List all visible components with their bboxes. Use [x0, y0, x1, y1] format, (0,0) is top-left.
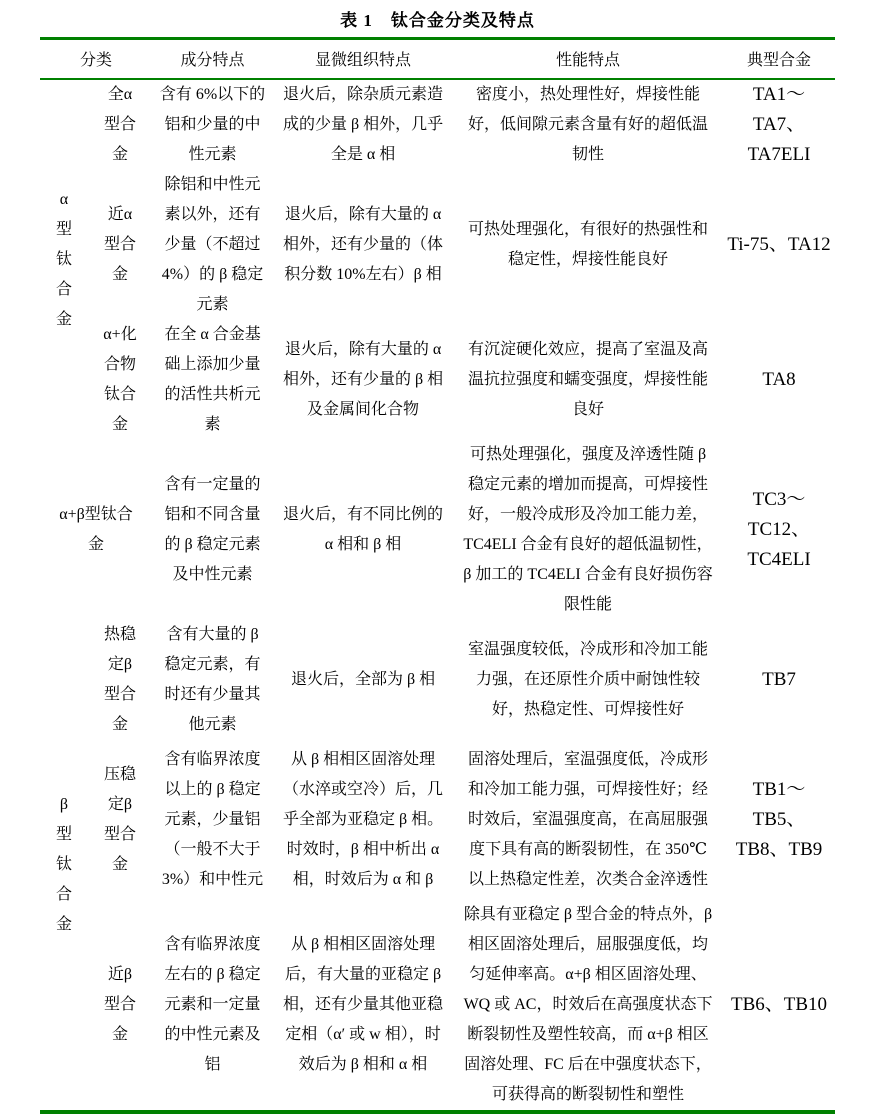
microstructure-cell: 退火后，全部为 β 相 [290, 670, 436, 688]
header-row [40, 39, 835, 79]
composition-cell: 含有一定量的铝和不同含量的 β 稳定元素及中性元素 [164, 475, 261, 583]
col-header-microstructure: 显微组织特点 [315, 52, 412, 70]
group-cell-alpha-beta-type [40, 440, 152, 620]
composition-cell: 含有 6%以下的铝和少量的中性元素 [159, 85, 266, 163]
col-header-typical-alloys: 典型合金 [747, 52, 812, 70]
col-header-composition: 成分特点 [180, 52, 245, 70]
subclass-label: 压稳定β型合金 [103, 765, 136, 873]
subclass-label: α+化合物钛合金 [103, 325, 137, 433]
microstructure-cell: 退火后，除杂质元素造成的少量 β 相外，几乎全是 α 相 [282, 85, 444, 163]
typical-alloys-cell: TA1～TA7、TA7ELI [747, 83, 811, 165]
composition-cell: 在全 α 合金基础上添加少量的活性共析元素 [164, 325, 261, 433]
group-label-alpha: α型钛合金 [55, 190, 72, 328]
group-cell-alpha-type [40, 79, 88, 440]
subclass-cell [88, 320, 152, 440]
subclass-cell [88, 79, 152, 170]
subclass-label: 近α型合金 [103, 205, 136, 283]
typical-alloys-cell: TB1～TB5、TB8、TB9 [735, 778, 823, 860]
performance-cell: 密度小，热处理性好，焊接性能好，低间隙元素含量有好的超低温韧性 [468, 85, 709, 163]
performance-cell: 室温强度较低，冷成形和冷加工能力强，在还原性介质中耐蚀性较好，热稳定性、可焊接性好 [468, 640, 709, 718]
table-row [40, 620, 835, 740]
composition-cell: 含有临界浓度左右的 β 稳定元素和一定量的中性元素及铝 [164, 935, 261, 1073]
col-header-performance: 性能特点 [556, 52, 621, 70]
group-label-alpha-beta: α+β型钛合金 [59, 505, 133, 553]
table-row [40, 170, 835, 320]
composition-cell: 含有临界浓度以上的 β 稳定元素，少量铝（一般不大于 3%）和中性元 [161, 750, 264, 888]
performance-cell: 固溶处理后，室温强度低，冷成形和冷加工能力强，可焊接性好；经时效后，室温强度高，在高屈服强度下具有高的断裂韧性，在 350℃ 以上热稳定性差，次类合金淬透性 [468, 750, 709, 888]
microstructure-cell: 退火后，除有大量的 α 相外，还有少量的（体积分数 10%左右）β 相 [283, 205, 444, 283]
typical-alloys-cell: Ti-75、TA12 [727, 233, 831, 255]
performance-cell: 除具有亚稳定 β 型合金的特点外，β 相区固溶处理后，屈服强度低，均匀延伸率高。α+β 相区固溶处理、WQ 或 AC，时效后在高强度状态下断裂韧性及塑性较高，而 α+β 相区固溶处理、FC 后在中强度状态下，可获得高的断裂韧性和塑性 [463, 905, 713, 1103]
composition-cell: 除铝和中性元素以外，还有少量（不超过 4%）的 β 稳定元素 [161, 175, 264, 313]
performance-cell: 可热处理强化，强度及淬透性随 β 稳定元素的增加而提高，可焊接性好，一般冷成形及冷加工能力差，TC4ELI 合金有良好的超低温韧性，β 加工的 TC4ELI 合金有良好损伤容限性能 [463, 445, 713, 613]
subclass-cell [88, 620, 152, 740]
performance-cell: 可热处理强化，有很好的热强性和稳定性，焊接性能良好 [468, 220, 709, 268]
subclass-label: 热稳定β型合金 [103, 625, 136, 733]
subclass-label: 全α型合金 [103, 85, 136, 163]
table-row [40, 320, 835, 440]
table-body [40, 79, 835, 1112]
table-row [40, 900, 835, 1112]
group-cell-beta-type [40, 620, 88, 1112]
table-row [40, 740, 835, 900]
table-header [40, 39, 835, 79]
typical-alloys-cell: TA8 [762, 368, 796, 390]
subclass-cell [88, 740, 152, 900]
performance-cell: 有沉淀硬化效应，提高了室温及高温抗拉强度和蠕变强度，焊接性能良好 [468, 340, 709, 418]
typical-alloys-cell: TB7 [762, 668, 796, 690]
subclass-cell [88, 900, 152, 1112]
group-label-beta: β型钛合金 [55, 795, 72, 933]
table-row [40, 79, 835, 170]
table-row [40, 440, 835, 620]
microstructure-cell: 从 β 相相区固溶处理（水淬或空冷）后，几乎全部为亚稳定 β 相。时效时，β 相中析出 α 相，时效后为 α 和 β [282, 750, 444, 888]
titanium-alloy-table [40, 37, 835, 1114]
col-header-classification: 分类 [80, 52, 113, 70]
microstructure-cell: 从 β 相相区固溶处理后，有大量的亚稳定 β 相，还有少量其他亚稳定相（α′ 或 w 相），时效后为 β 相和 α 相 [283, 935, 444, 1073]
table-title: 表 1 钛合金分类及特点 [340, 11, 535, 30]
typical-alloys-cell: TC3～TC12、TC4ELI [747, 488, 811, 570]
subclass-label: 近β型合金 [103, 965, 136, 1043]
microstructure-cell: 退火后，有不同比例的 α 相和 β 相 [283, 505, 444, 553]
composition-cell: 含有大量的 β 稳定元素，有时还有少量其他元素 [164, 625, 261, 733]
typical-alloys-cell: TB6、TB10 [730, 993, 828, 1015]
microstructure-cell: 退火后，除有大量的 α 相外，还有少量的 β 相及金属间化合物 [282, 340, 444, 418]
subclass-cell [88, 170, 152, 320]
